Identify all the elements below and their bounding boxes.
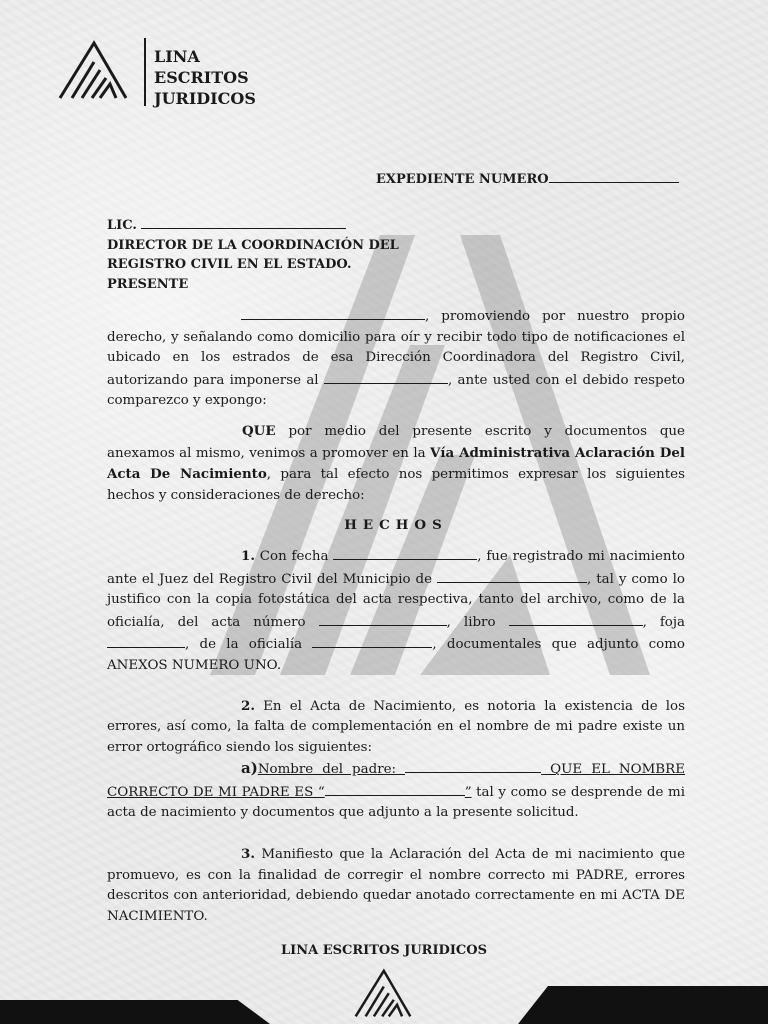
brand-line-2: ESCRITOS <box>154 68 249 87</box>
p2-text-a: por medio del presente escrito y documentos que anexamos al mismo, venimos a promover en la <box>107 423 685 461</box>
addressee-line-4: PRESENTE <box>107 276 189 292</box>
hecho-2 <box>107 696 685 759</box>
nombre-padre-blank <box>405 758 541 773</box>
oficialia-blank <box>312 633 432 648</box>
header-divider <box>144 38 146 106</box>
paragraph-que <box>107 421 685 506</box>
h2-text-a: En el Acta de Nacimiento, es notoria la existencia de los errores, así como, la falta de complementación en el nombre de mi padre existe un error ortográfico siendo los siguientes: <box>107 698 685 755</box>
municipio-blank <box>437 568 587 583</box>
header-brand-name <box>154 46 256 109</box>
nombre-correcto-blank <box>325 781 465 796</box>
h1-text-a: Con fecha <box>254 548 334 564</box>
h2a-text-c: ” <box>464 784 472 800</box>
promovente-blank <box>241 305 425 320</box>
hecho-3 <box>107 844 685 927</box>
acta-numero-blank <box>319 611 447 626</box>
expediente-label: EXPEDIENTE NUMERO <box>376 172 549 187</box>
footer-logo-icon <box>354 968 412 1020</box>
h1-text-b: , fue registrado mi nacimiento ante el Juez del Registro Civil del Municipio de <box>107 548 685 587</box>
p2-text-b: , para tal efecto nos permitimos expresar los siguientes hechos y consideraciones de derecho: <box>107 467 685 503</box>
lic-blank <box>141 214 346 229</box>
h2a-text-b: QUE EL NOMBRE CORRECTO DE MI PADRE ES “ <box>107 762 686 800</box>
addressee-block <box>107 214 399 294</box>
hecho-3-number: 3. <box>241 846 255 863</box>
inciso-a-label: a) <box>241 759 258 778</box>
h2a-text-a: Nombre del padre: <box>257 762 406 778</box>
hecho-1-number: 1. <box>241 547 255 564</box>
brand-line-3: JURIDICOS <box>154 89 256 108</box>
autorizado-blank <box>324 369 448 384</box>
addressee-lic-line <box>107 214 399 236</box>
addressee-lic: LIC. <box>107 218 137 233</box>
footer-brand-name: LINA ESCRITOS JURIDICOS <box>281 943 487 958</box>
via-administrativa-text: Vía Administrativa Aclaración Del Acta De Nacimiento <box>107 444 685 483</box>
h2a-text-d: tal y como se desprende de mi acta de nacimiento y documentos que adjunto a la presente solicitud. <box>107 784 685 821</box>
h3-text-a: Manifiesto que la Aclaración del Acta de mi nacimiento que promuevo, es con la finalidad de corregir el nombre correcto mi PADRE, errores descritos con anterioridad, debiendo quedar anotado correctamente en mi ACTA DE NACIMIENTO. <box>107 847 685 924</box>
brand-line-1: LINA <box>154 47 200 66</box>
hechos-heading: HECHOS <box>344 517 448 534</box>
libro-blank <box>509 611 643 626</box>
hecho-2-inciso-a <box>107 758 685 824</box>
p1-text-b: , ante usted con el debido respeto comparezco y expongo: <box>107 372 685 409</box>
foja-blank <box>107 633 185 648</box>
que-label: QUE <box>242 422 276 439</box>
expediente-line <box>376 168 679 187</box>
h1-text-g: , documentales que adjunto como ANEXOS NUMERO UNO. <box>107 637 685 673</box>
lina-logo-icon <box>58 40 128 102</box>
paragraph-promovente <box>107 305 685 412</box>
h1-text-d: , libro <box>446 614 509 630</box>
addressee-line-3: REGISTRO CIVIL EN EL ESTADO. <box>107 257 352 272</box>
hecho-1 <box>107 545 685 677</box>
hecho-2-number: 2. <box>241 697 255 714</box>
footer-left-band <box>0 1000 270 1024</box>
h1-text-e: , foja <box>642 614 685 630</box>
fecha-blank <box>333 545 477 560</box>
expediente-blank <box>549 168 679 183</box>
addressee-line-2: DIRECTOR DE LA COORDINACIÓN DEL <box>107 237 399 253</box>
h1-text-f: , de la oficialía <box>185 637 313 653</box>
p1-text-a: , promoviendo por nuestro propio derecho, y señalando como domicilio para oír y recibir todo tipo de notificaciones el ubicado en los estrados de esa Dirección Coordinadora del Registro Civil, autorizando para imponerse al <box>107 309 685 388</box>
document-body <box>107 305 685 927</box>
footer-right-band <box>518 986 768 1024</box>
h1-text-c: , tal y como lo justifico con la copia fotostática del acta respectiva, tanto del archivo, como de la oficialía, del acta número <box>107 571 685 630</box>
